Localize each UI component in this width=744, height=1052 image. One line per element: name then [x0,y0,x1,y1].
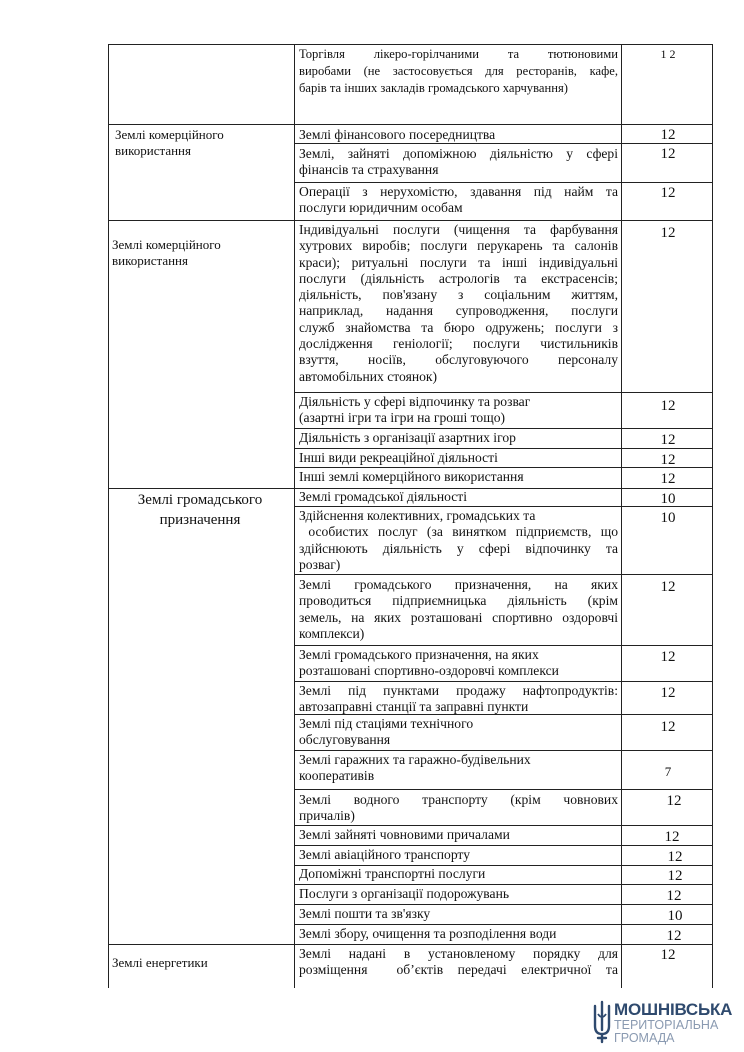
category-text: Землі громадського призначення [137,492,263,528]
row-description: Землі пошти та зв'язку [299,906,431,921]
hline [294,789,713,790]
category-text: Землі комерційного використання [112,237,221,268]
row-description: Послуги з організації подорожувань [299,886,510,901]
hline [294,645,713,646]
row-description: Землі водного транспорту (крім човнових причалів) [299,792,618,824]
hline [294,750,713,751]
row-description: Торгівля лікеро-горілчаними та тютюновими виробами (не застосовується для ресторанів, кафе, барів та інших закладів громадського харчування) [299,47,618,95]
rate-value: 12 [660,685,676,701]
row-description: Землі авіаційного транспорту [299,847,470,862]
rate-value: 12 [660,185,676,201]
hline [294,182,713,183]
column-divider-1 [294,44,295,988]
hline [294,574,713,575]
rate-value: 12 [666,888,682,904]
hline [294,681,713,682]
row-description: Землі зайняті човновими причалами [299,827,510,842]
row-description: Індивідуальні послуги (чищення та фарбування хутрових виробів; послуги перукарень та салонів краси); ритуальні послуги та інші індивідуальні послуги (діяльність астрологів та екстрасенсів; діяльність, пов'язану з соціальним життям, наприклад, надання супроводження, послуги служб знайомства та бюро одружень; послуги з дослідження геніології; послуги чистильників взуття, носіїв, обслуговуючого персоналу автомобільних стоянок) [299,222,618,384]
row-description: Землі надані в установленому порядку для розміщення об’єктів передачі електричної та [299,946,618,978]
row-description: Землі громадської діяльності [299,489,467,504]
rate-value: 12 [660,649,676,665]
row-description: Землі громадського призначення, на яких проводиться підприємницька діяльність (крім земель, на яких розташовані спортивно оздоровчі комплекси) [299,577,618,641]
category-text: Землі комерційного використання [115,127,224,158]
category-text: Землі енергетики [112,955,208,970]
logo-title: МОШНІВСЬКА [614,1000,733,1019]
hline-top [108,44,713,45]
row-description: Землі гаражних та гаражно-будівельних кооперативів [299,752,531,784]
hline [108,944,713,945]
row-description: Землі фінансового посередництва [299,127,496,142]
rate-value: 10 [660,491,676,507]
row-description: Діяльність у сфері відпочинку та розваг (азартні ігри та ігри на гроші тощо) [299,394,531,426]
rate-value: 12 [660,452,676,468]
row-description: Інші види рекреаційної діяльності [299,450,498,465]
rate-value: 7 [664,764,672,779]
row-description: Інші землі комерційного використання [299,469,524,484]
column-divider-2 [621,44,622,988]
row-description: Здійснення колективних, громадських та особистих послуг (за винятком підприємств, що здійснюють діяльність у сфері відпочинку та розваг) [299,508,618,572]
rate-value: 12 [664,829,680,845]
rate-value: 12 [660,947,676,963]
hline [294,825,713,826]
rate-value: 12 [660,579,676,595]
logo-subtitle: ГРОМАДА [614,1031,675,1045]
category-label [112,237,282,269]
rate-value: 1 2 [660,47,676,61]
rate-value: 12 [667,868,683,884]
rate-value: 12 [667,849,683,865]
row-description: Землі під стаціями технічного обслуговування [299,716,474,748]
rate-value: 12 [660,471,676,487]
rate-value: 12 [660,432,676,448]
table-border-left [108,44,109,988]
rate-value: 12 [660,127,676,143]
hline [108,220,713,221]
category-label [114,490,286,530]
row-description: Землі, зайняті допоміжною діяльністю у сфері фінансів та страхування [299,146,618,178]
table-border-right [712,44,713,988]
hline [108,124,713,125]
category-label [115,127,285,159]
rate-value: 12 [660,146,676,162]
hline [294,428,713,429]
rate-value: 12 [666,793,682,809]
rate-value: 12 [660,398,676,414]
row-description: Землі збору, очищення та розподілення води [299,926,557,941]
row-description: Землі громадського призначення, на яких розташовані спортивно-оздоровчі комплекси [299,647,559,679]
row-description: Операції з нерухомістю, здавання під найм та послуги юридичним особам [299,184,618,216]
logo-subtitle: ТЕРИТОРІАЛЬНА [614,1018,719,1032]
rate-value: 12 [660,225,676,241]
row-description: Землі під пунктами продажу нафтопродуктів: автозаправні станції та заправні пункти [299,683,618,715]
category-label [112,955,282,971]
rate-value: 10 [660,510,676,526]
hline [294,392,713,393]
rate-value: 10 [667,908,683,924]
row-description: Допоміжні транспортні послуги [299,866,486,881]
trident-icon [592,1000,612,1046]
community-logo [592,1000,732,1050]
row-description: Діяльність з організації азартних ігор [299,430,516,445]
rate-value: 12 [666,928,682,944]
rate-value: 12 [660,719,676,735]
